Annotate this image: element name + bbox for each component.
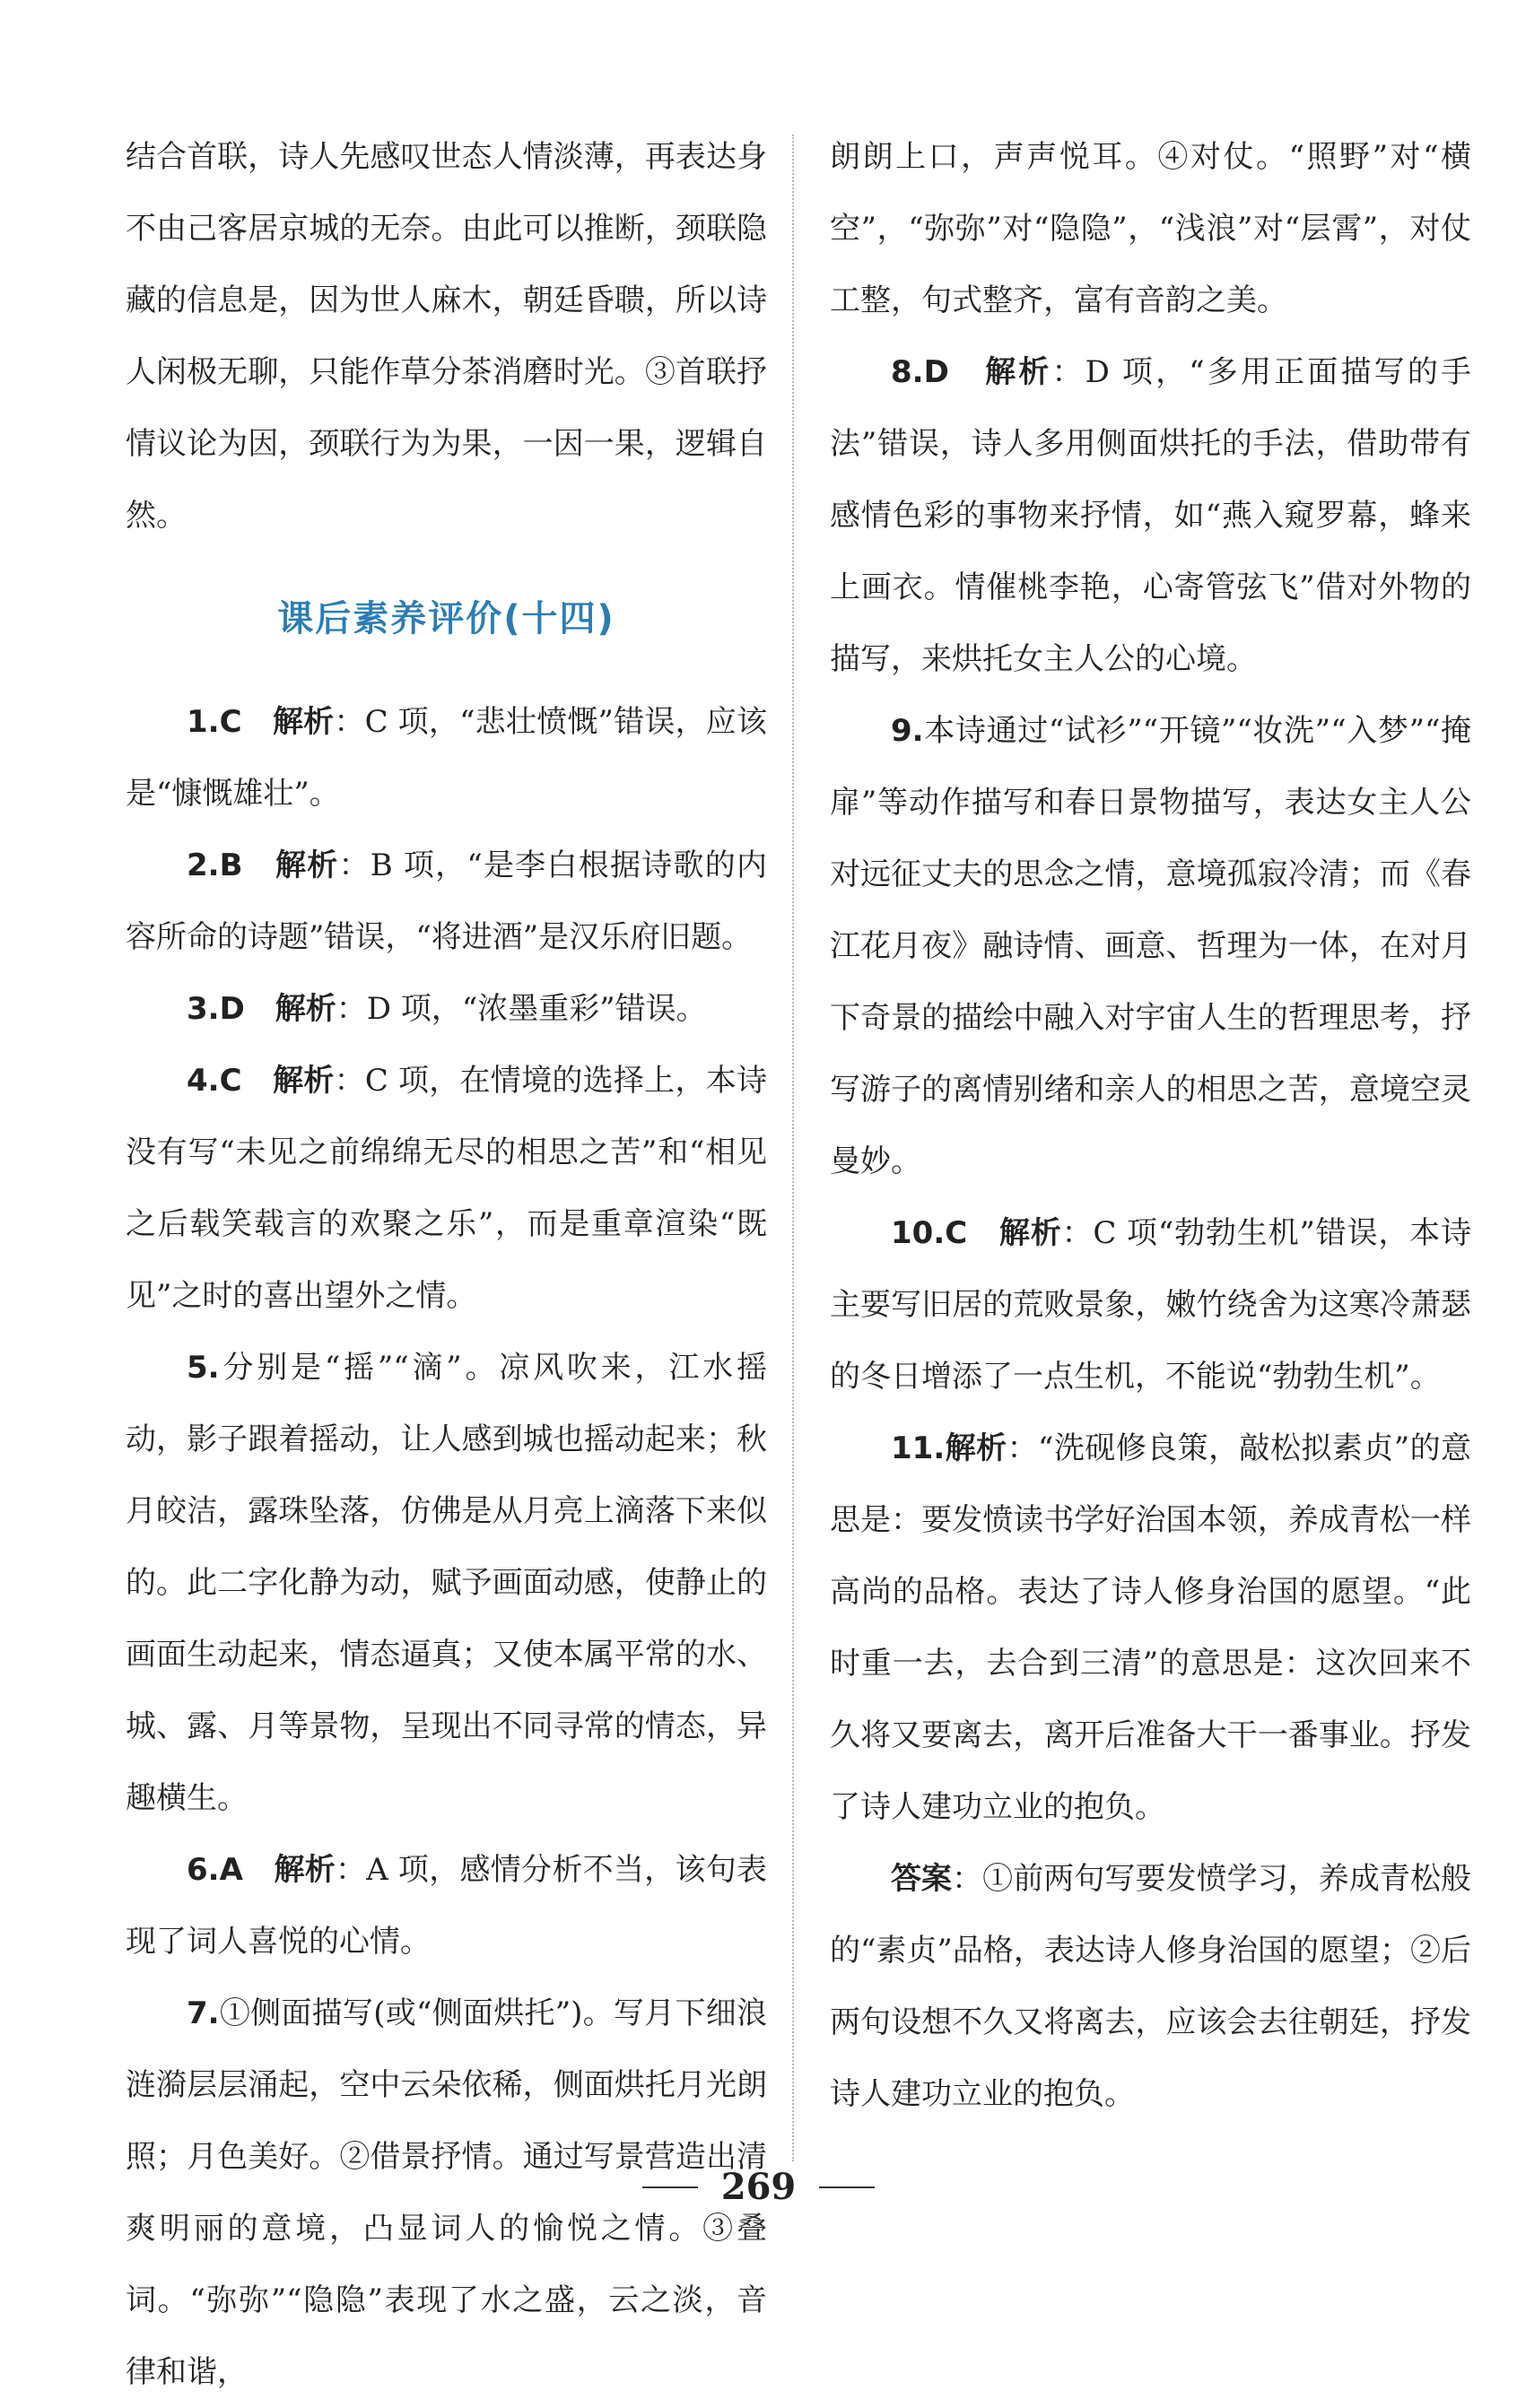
item-number: 11. — [891, 1430, 946, 1466]
item-text: ：C 项“勃勃生机”错误，本诗主要写旧居的荒败景象，嫩竹绕舍为这寒冷萧瑟的冬日增添了一点生机，不能说“勃勃生机”。 — [830, 1215, 1472, 1395]
answer-item-3 — [126, 973, 767, 1045]
answer-item-6 — [126, 1834, 767, 1978]
item-text: ：C 项，在情境的选择上，本诗没有写“未见之前绵绵无尽的相思之苦”和“相见之后载笑载言的欢聚之乐”，而是重章渲染“既见”之时的喜出望外之情。 — [126, 1063, 767, 1314]
item-label: 解析 — [275, 848, 339, 883]
continued-paragraph: 朗朗上口，声声悦耳。④对仗。“照野”对“横空”，“弥弥”对“隐隐”，“浅浪”对“层霄”，对仗工整，句式整齐，富有音韵之美。 — [830, 139, 1471, 318]
answer-label: 答案 — [891, 1861, 953, 1897]
answer-item-4 — [126, 1045, 767, 1332]
item-text: ：D 项，“浓墨重彩”错误。 — [336, 991, 707, 1027]
section-heading: 课后素养评价(十四) — [277, 598, 615, 639]
item-label: 解析 — [275, 991, 336, 1027]
column-divider — [792, 135, 794, 2161]
item-text: 本诗通过“试衫”“开镜”“妆洗”“入梦”“掩扉”等动作描写和春日景物描写，表达女主人公对远征丈夫的思念之情，意境孤寂冷清；而《春江花月夜》融诗情、画意、哲理为一体，在对月下奇景的描绘中融入对宇宙人生的哲理思考，抒写游子的离情别绪和亲人的相思之苦，意境空灵曼妙。 — [830, 713, 1471, 1179]
page-number: 269 — [720, 2166, 797, 2208]
item-label: 解析 — [273, 1063, 335, 1099]
item-text: ：A 项，感情分析不当，该句表现了词人喜悦的心情。 — [126, 1852, 767, 1960]
item-number: 10.C — [891, 1215, 968, 1251]
answer-item-2 — [126, 830, 767, 973]
footer-dash-right — [819, 2186, 875, 2188]
right-column — [830, 121, 1471, 2130]
item-label: 解析 — [274, 1852, 336, 1888]
answer-text: ：①前两句写要发愤学习，养成青松般的“素贞”品格，表达诗人修身治国的愿望；②后两句设想不久又将离去，应该会去往朝廷，抒发诗人建功立业的抱负。 — [830, 1861, 1472, 2112]
left-column — [126, 121, 767, 2408]
page-footer — [0, 2166, 1517, 2208]
item-text: ①侧面描写(或“侧面烘托”)。写月下细浪涟漪层层涌起，空中云朵依稀，侧面烘托月光朗照；月色美好。②借景抒情。通过写景营造出清爽明丽的意境，凸显词人的愉悦之情。③叠词。“弥弥”“隐隐”表现了水之盛，云之淡，音律和谐， — [126, 1995, 767, 2390]
item-number: 4.C — [187, 1063, 242, 1099]
item-number: 2.B — [187, 848, 243, 883]
item-text: ：B 项，“是李白根据诗歌的内容所命的诗题”错误，“将进酒”是汉乐府旧题。 — [126, 848, 768, 955]
item-label: 解析 — [998, 1215, 1062, 1251]
item-number: 8.D — [891, 354, 949, 390]
item-text: ：D 项，“多用正面描写的手法”错误，诗人多用侧面烘托的手法，借助带有感情色彩的事物来抒情，如“燕入窥罗幕，蜂来上画衣。情催桃李艳，心寄管弦飞”借对外物的描写，来烘托女主人公的心境。 — [830, 354, 1471, 677]
item-label: 解析 — [945, 1430, 1007, 1466]
intro-paragraph: 结合首联，诗人先感叹世态人情淡薄，再表达身不由己客居京城的无奈。由此可以推断，颈联隐藏的信息是，因为世人麻木，朝廷昏聩，所以诗人闲极无聊，只能作草分茶消磨时光。③首联抒情议论为因，颈联行为为果，一因一果，逻辑自然。 — [126, 139, 767, 534]
item-number: 3.D — [187, 991, 245, 1027]
answer-item-9 — [830, 695, 1471, 1197]
item-text: 分别是“摇”“滴”。凉风吹来，江水摇动，影子跟着摇动，让人感到城也摇动起来；秋月皎洁，露珠坠落，仿佛是从月亮上滴落下来似的。此二字化静为动，赋予画面动感，使静止的画面生动起来，情态逼真；又使本属平常的水、城、露、月等景物，呈现出不同寻常的情态，异趣横生。 — [126, 1350, 767, 1816]
footer-dash-left — [642, 2186, 698, 2188]
item-label: 解析 — [985, 354, 1052, 390]
item-text: ：“洗砚修良策，敲松拟素贞”的意思是：要发愤读书学好治国本领，养成青松一样高尚的品格。表达了诗人修身治国的愿望。“此时重一去，去合到三清”的意思是：这次回来不久将又要离去，离开后准备大干一番事业。抒发了诗人建功立业的抱负。 — [830, 1430, 1472, 1825]
item-number: 6.A — [187, 1852, 243, 1888]
item-number: 5. — [187, 1350, 220, 1386]
answer-paragraph — [830, 1843, 1471, 2130]
item-label: 解析 — [272, 704, 335, 740]
item-number: 1.C — [187, 704, 242, 740]
item-number: 7. — [187, 1995, 220, 2031]
item-text: ：C 项，“悲壮愤慨”错误，应该是“慷慨雄壮”。 — [126, 704, 768, 812]
answer-item-5 — [126, 1332, 767, 1834]
answer-item-1 — [126, 686, 767, 830]
answer-item-11 — [830, 1413, 1471, 1843]
answer-item-10 — [830, 1197, 1471, 1413]
answer-item-8 — [830, 336, 1471, 695]
item-number: 9. — [891, 713, 924, 749]
